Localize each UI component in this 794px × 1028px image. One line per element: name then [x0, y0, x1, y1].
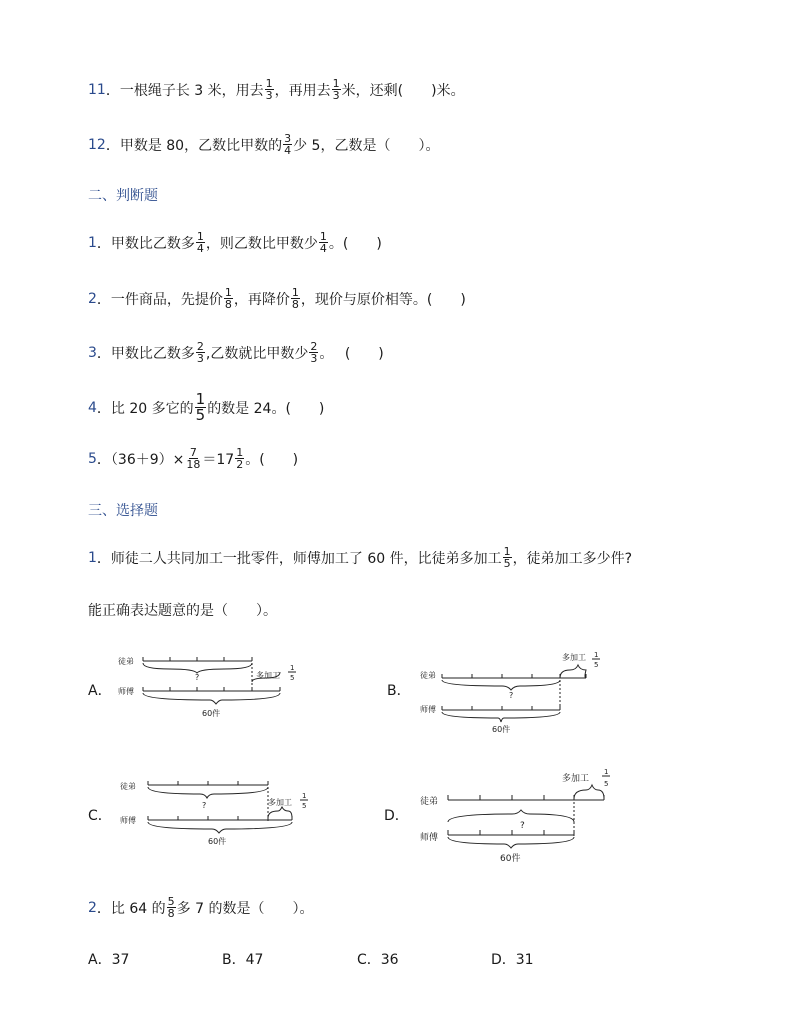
question-text: ．甲数比乙数多 — [96, 235, 195, 252]
question-mark: ? — [202, 801, 207, 810]
question-text: ．师徒二人共同加工一批零件，师傅加工了 60 件，比徒弟多加工 — [96, 550, 502, 567]
question-number: 1 — [88, 549, 97, 566]
question-text: ．甲数比乙数多 — [96, 345, 195, 362]
fraction: $\frac{1}{5}$ — [503, 545, 511, 570]
svg-text:5: 5 — [594, 661, 599, 669]
question-mark: ? — [195, 673, 200, 682]
more-label: 多加工 — [256, 671, 280, 680]
fraction: $\frac{1}{5}$ — [195, 390, 206, 424]
total-label: 60件 — [202, 709, 221, 718]
question-text: 。( ) — [245, 451, 299, 468]
fraction: $\frac{1}{2}$ — [236, 446, 244, 471]
question-number: 3 — [88, 344, 97, 361]
total-label: 60件 — [500, 854, 521, 864]
master-label: 师傅 — [118, 687, 134, 696]
question-text: ＝17 — [202, 451, 235, 468]
total-label: 60件 — [492, 725, 511, 734]
fraction: $\frac{1}{8}$ — [291, 286, 299, 311]
more-label: 多加工 — [562, 774, 590, 784]
option-a[interactable]: A．37 — [88, 952, 130, 968]
more-label: 多加工 — [562, 653, 586, 662]
apprentice-label: 徒弟 — [420, 797, 439, 807]
question-text: ,乙数就比甲数少 — [205, 345, 309, 362]
question-text: ．一根绳子长 3 米，用去 — [105, 82, 264, 99]
svg-text:5: 5 — [290, 674, 295, 682]
svg-text:1: 1 — [594, 651, 599, 659]
diagram-a — [110, 648, 310, 728]
apprentice-label: 徒弟 — [120, 782, 136, 791]
fraction: $\frac{3}{4}$ — [284, 132, 292, 157]
total-label: 60件 — [208, 837, 227, 846]
question-11 — [88, 78, 465, 101]
choice-1 — [88, 546, 632, 569]
diagram-b — [412, 648, 612, 738]
choice-2 — [88, 896, 313, 919]
fraction: $\frac{7}{18}$ — [186, 446, 201, 471]
section-title-choice: 三、选择题 — [88, 503, 158, 519]
option-c[interactable]: C．36 — [357, 952, 399, 968]
fraction: $\frac{5}{8}$ — [167, 895, 175, 920]
question-number: 2 — [88, 290, 97, 307]
svg-text:5: 5 — [302, 802, 307, 810]
question-text: ．甲数是 80，乙数比甲数的 — [105, 137, 283, 154]
question-number: 12 — [88, 136, 106, 153]
question-text: ．（36＋9）× — [96, 451, 185, 468]
master-label: 师傅 — [420, 833, 439, 843]
question-number: 2 — [88, 899, 97, 916]
question-text: 。 ( ) — [319, 345, 384, 362]
judgement-2 — [88, 287, 466, 310]
choice-1-line-2: 能正确表达题意的是（ ）。 — [88, 603, 277, 619]
svg-text:1: 1 — [290, 664, 295, 672]
option-a-label[interactable]: A． — [88, 683, 112, 699]
master-label: 师傅 — [120, 816, 136, 825]
fraction: $\frac{2}{3}$ — [196, 340, 204, 365]
question-number: 4 — [88, 399, 97, 416]
question-text: ．一件商品，先提价 — [96, 291, 223, 308]
question-text: ．比 64 的 — [96, 900, 166, 917]
question-text: 米，还剩( )米。 — [341, 82, 465, 99]
question-text: 的数是 24。( ) — [207, 400, 325, 417]
question-mark: ? — [520, 821, 525, 831]
fraction: $\frac{2}{3}$ — [310, 340, 318, 365]
question-text: 少 5，乙数是（ ）。 — [293, 137, 440, 154]
question-text: ．比 20 多它的 — [96, 400, 194, 417]
question-12 — [88, 133, 439, 156]
fraction: $\frac{1}{4}$ — [319, 230, 327, 255]
question-number: 11 — [88, 81, 106, 98]
diagram-c — [112, 775, 322, 855]
master-label: 师傅 — [420, 705, 436, 714]
judgement-4 — [88, 392, 324, 423]
svg-text:5: 5 — [604, 780, 609, 788]
apprentice-label: 徒弟 — [420, 671, 436, 680]
option-d[interactable]: D．31 — [491, 952, 534, 968]
question-number: 1 — [88, 234, 97, 251]
apprentice-label: 徒弟 — [118, 657, 134, 666]
question-mark: ? — [509, 691, 514, 700]
fraction: $\frac{1}{3}$ — [265, 77, 273, 102]
diagram-d — [412, 762, 622, 867]
option-b[interactable]: B．47 — [222, 952, 264, 968]
fraction: $\frac{1}{4}$ — [196, 230, 204, 255]
question-text: ，再用去 — [274, 82, 331, 99]
judgement-1 — [88, 231, 382, 254]
fraction: $\frac{1}{3}$ — [332, 77, 340, 102]
question-text: 多 7 的数是（ ）。 — [176, 900, 314, 917]
question-text: ，则乙数比甲数少 — [205, 235, 318, 252]
svg-text:1: 1 — [302, 792, 307, 800]
option-b-label[interactable]: B． — [387, 683, 411, 699]
more-label: 多加工 — [268, 798, 292, 807]
question-text: 。( ) — [328, 235, 382, 252]
judgement-5 — [88, 447, 298, 470]
svg-text:1: 1 — [604, 768, 609, 776]
option-d-label[interactable]: D． — [384, 808, 409, 824]
fraction: $\frac{1}{8}$ — [224, 286, 232, 311]
question-text: ，现价与原价相等。( ) — [300, 291, 466, 308]
section-title-judgement: 二、判断题 — [88, 188, 158, 204]
judgement-3 — [88, 341, 384, 364]
question-number: 5 — [88, 450, 97, 467]
question-text: ，徒弟加工多少件? — [512, 550, 633, 567]
option-c-label[interactable]: C． — [88, 808, 112, 824]
question-text: ，再降价 — [233, 291, 290, 308]
